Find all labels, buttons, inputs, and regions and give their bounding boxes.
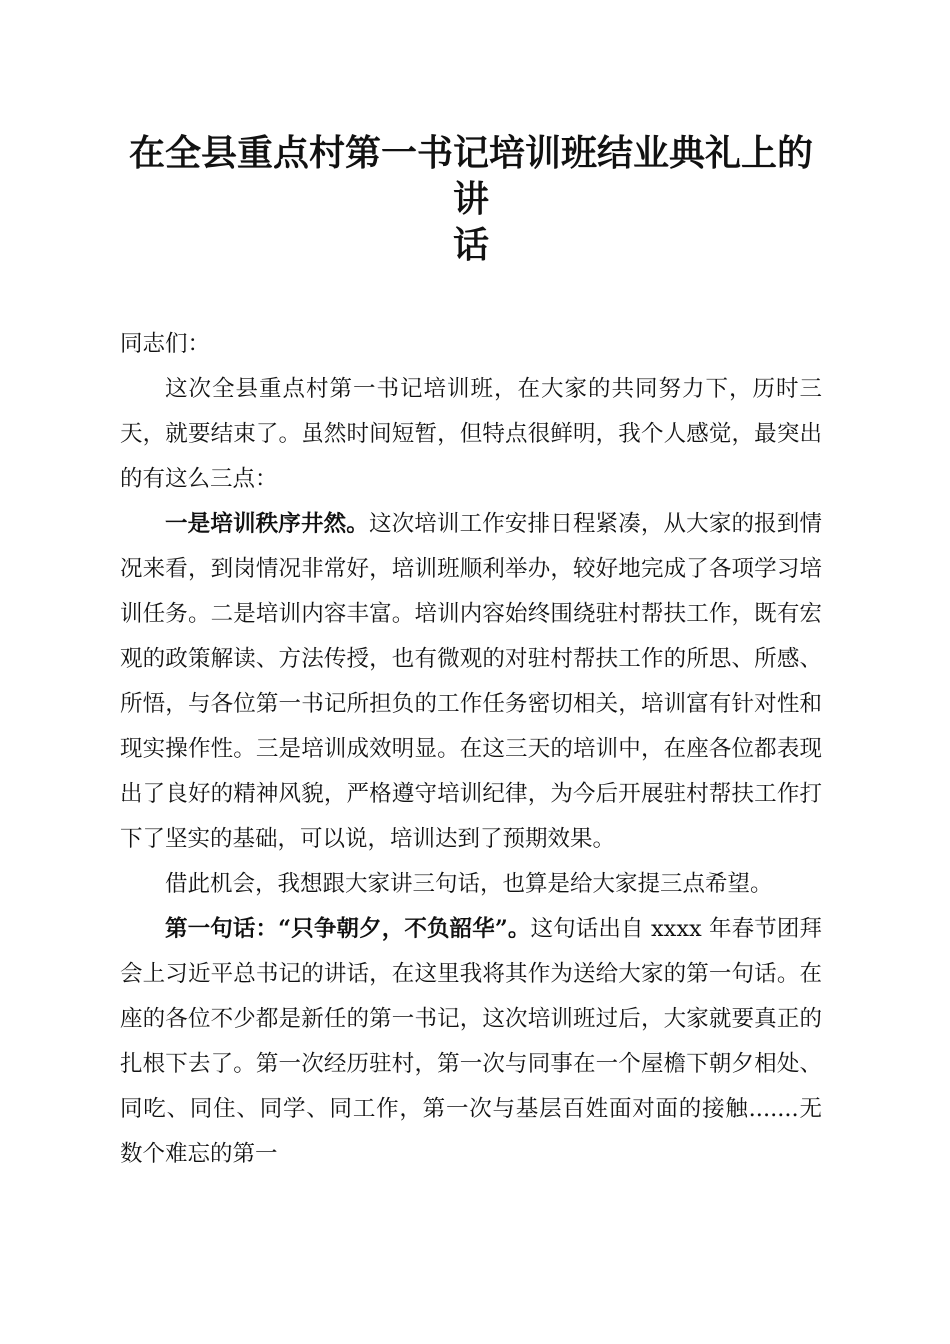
paragraph-training-points <box>120 502 822 862</box>
paragraph-text: 这句话出自 xxxx 年春节团拜会上习近平总书记的讲话，在这里我将其作为送给大家的第一句话。在座的各位不少都是新任的第一书记，这次培训班过后，大家就要真正的扎根下去了。第一次经历驻村，第一次与同事在一个屋檐下朝夕相处、同吃、同住、同学、同工作，第一次与基层百姓面对面的接触.......无数个难忘的第一 <box>120 916 823 1167</box>
salutation: 同志们： <box>120 331 211 357</box>
paragraph-first-sentence <box>120 907 822 1177</box>
paragraph-intro: 这次全县重点村第一书记培训班，在大家的共同努力下，历时三天，就要结束了。虽然时间短暂，但特点很鲜明，我个人感觉，最突出的有这么三点： <box>120 376 822 492</box>
paragraph-text: 这次培训工作安排日程紧凑，从大家的报到情况来看，到岗情况非常好，培训班顺利举办，较好地完成了各项学习培训任务。二是培训内容丰富。培训内容始终围绕驻村帮扶工作，既有宏观的政策解读、方法传授，也有微观的对驻村帮扶工作的所思、所感、所悟，与各位第一书记所担负的工作任务密切相关，培训富有针对性和现实操作性。三是培训成效明显。在这三天的培训中，在座各位都表现出了良好的精神风貌，严格遵守培训纪律，为今后开展驻村帮扶工作打下了坚实的基础，可以说，培训达到了预期效果。 <box>120 511 822 852</box>
document-title <box>120 130 822 268</box>
paragraph-lead-bold: 第一句话：“只争朝夕，不负韶华”。 <box>165 916 531 942</box>
title-line-1: 在全县重点村第一书记培训班结业典礼上的讲 <box>128 132 813 220</box>
paragraph-lead-bold: 一是培训秩序井然。 <box>165 511 369 537</box>
title-line-2: 话 <box>452 224 489 266</box>
document-body <box>120 322 822 1177</box>
paragraph-transition: 借此机会，我想跟大家讲三句话，也算是给大家提三点希望。 <box>165 871 773 897</box>
